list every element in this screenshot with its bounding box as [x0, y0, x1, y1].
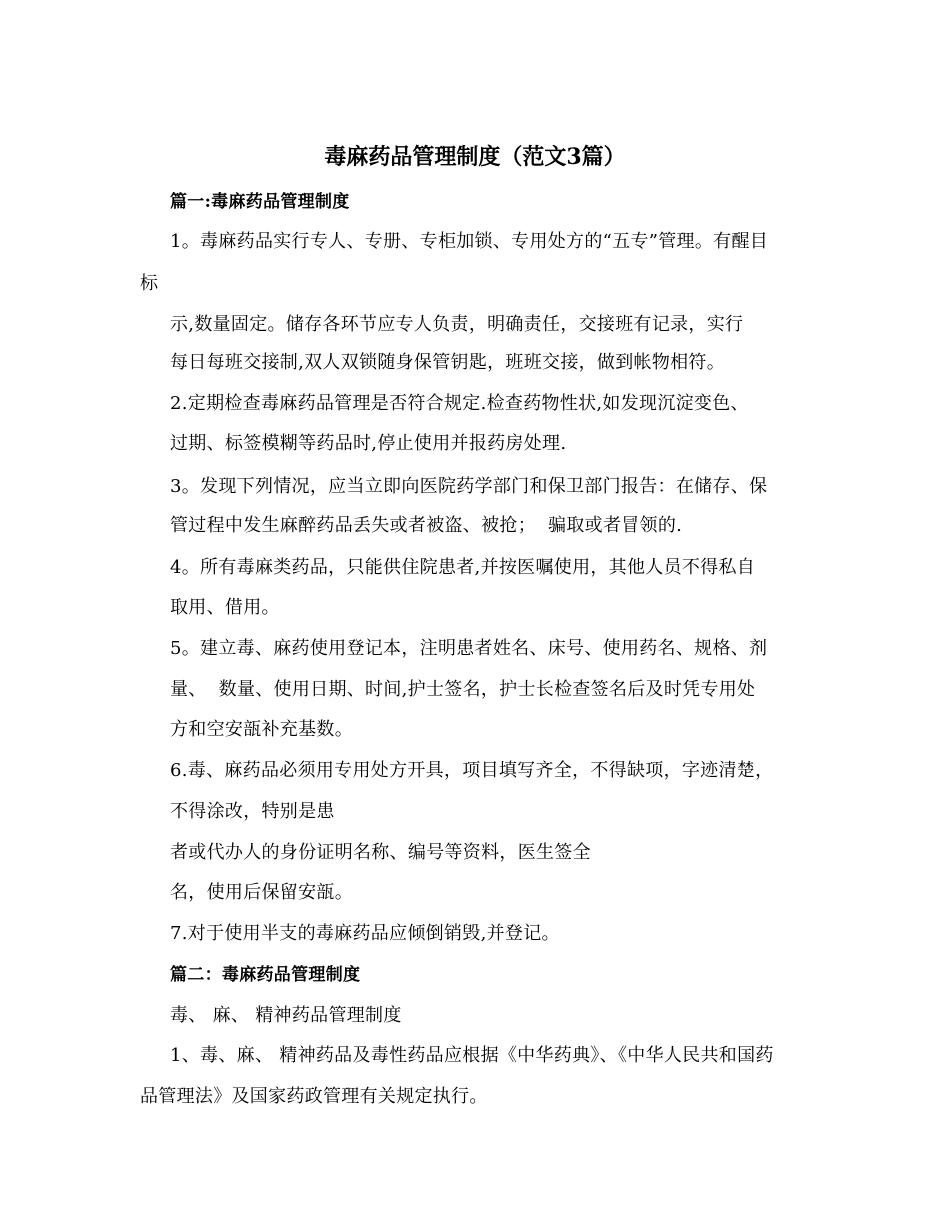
section-heading: 篇一:毒麻药品管理制度 [170, 192, 350, 212]
section-heading: 篇二：毒麻药品管理制度 [170, 965, 361, 985]
paragraph-line: 3。发现下列情况，应当立即向医院药学部门和保卫部门报告：在储存、保 [170, 476, 768, 497]
paragraph-line: 品管理法》及国家药政管理有关规定执行。 [140, 1086, 488, 1107]
paragraph-line: 示,数量固定。储存各环节应专人负责，明确责任，交接班有记录，实行 [170, 314, 744, 335]
paragraph-line: 方和空安瓿补充基数。 [170, 719, 353, 740]
paragraph-line: 毒、 麻、 精神药品管理制度 [170, 1005, 402, 1026]
paragraph-line: 标 [140, 273, 159, 294]
paragraph-line: 4。所有毒麻类药品，只能供住院患者,并按医嘱使用，其他人员不得私自 [170, 557, 756, 578]
paragraph-line: 名，使用后保留安瓿。 [170, 882, 353, 903]
paragraph-line: 不得涂改，特别是患 [170, 801, 335, 822]
document-title: 毒麻药品管理制度（范文3篇） [324, 144, 626, 170]
paragraph-line: 5。建立毒、麻药使用登记本，注明患者姓名、床号、使用药名、规格、剂 [170, 638, 768, 659]
paragraph-line: 6.毒、麻药品必须用专用处方开具，项目填写齐全，不得缺项，字迹清楚， [170, 760, 774, 781]
paragraph-line: 管过程中发生麻醉药品丢失或者被盗、被抢； 骗取或者冒领的. [170, 515, 683, 536]
paragraph-line: 2.定期检查毒麻药品管理是否符合规定.检查药物性状,如发现沉淀变色、 [170, 393, 749, 414]
paragraph-line: 1。毒麻药品实行专人、专册、专柜加锁、专用处方的“五专”管理。有醒目 [170, 231, 769, 252]
paragraph-line: 7.对于使用半支的毒麻药品应倾倒销毁,并登记。 [170, 923, 560, 944]
paragraph-line: 者或代办人的身份证明名称、编号等资料，医生签全 [170, 842, 591, 863]
paragraph-line: 量、 数量、使用日期、时间,护士签名，护士长检查签名后及时凭专用处 [170, 679, 756, 700]
paragraph-line: 1、毒、麻、 精神药品及毒性药品应根据《中华药典》、《中华人民共和国药 [170, 1045, 774, 1066]
paragraph-line: 过期、标签模糊等药品时,停止使用并报药房处理. [170, 433, 567, 454]
paragraph-line: 取用、借用。 [170, 597, 280, 618]
paragraph-line: 每日每班交接制,双人双锁随身保管钥匙，班班交接，做到帐物相符。 [170, 352, 726, 373]
